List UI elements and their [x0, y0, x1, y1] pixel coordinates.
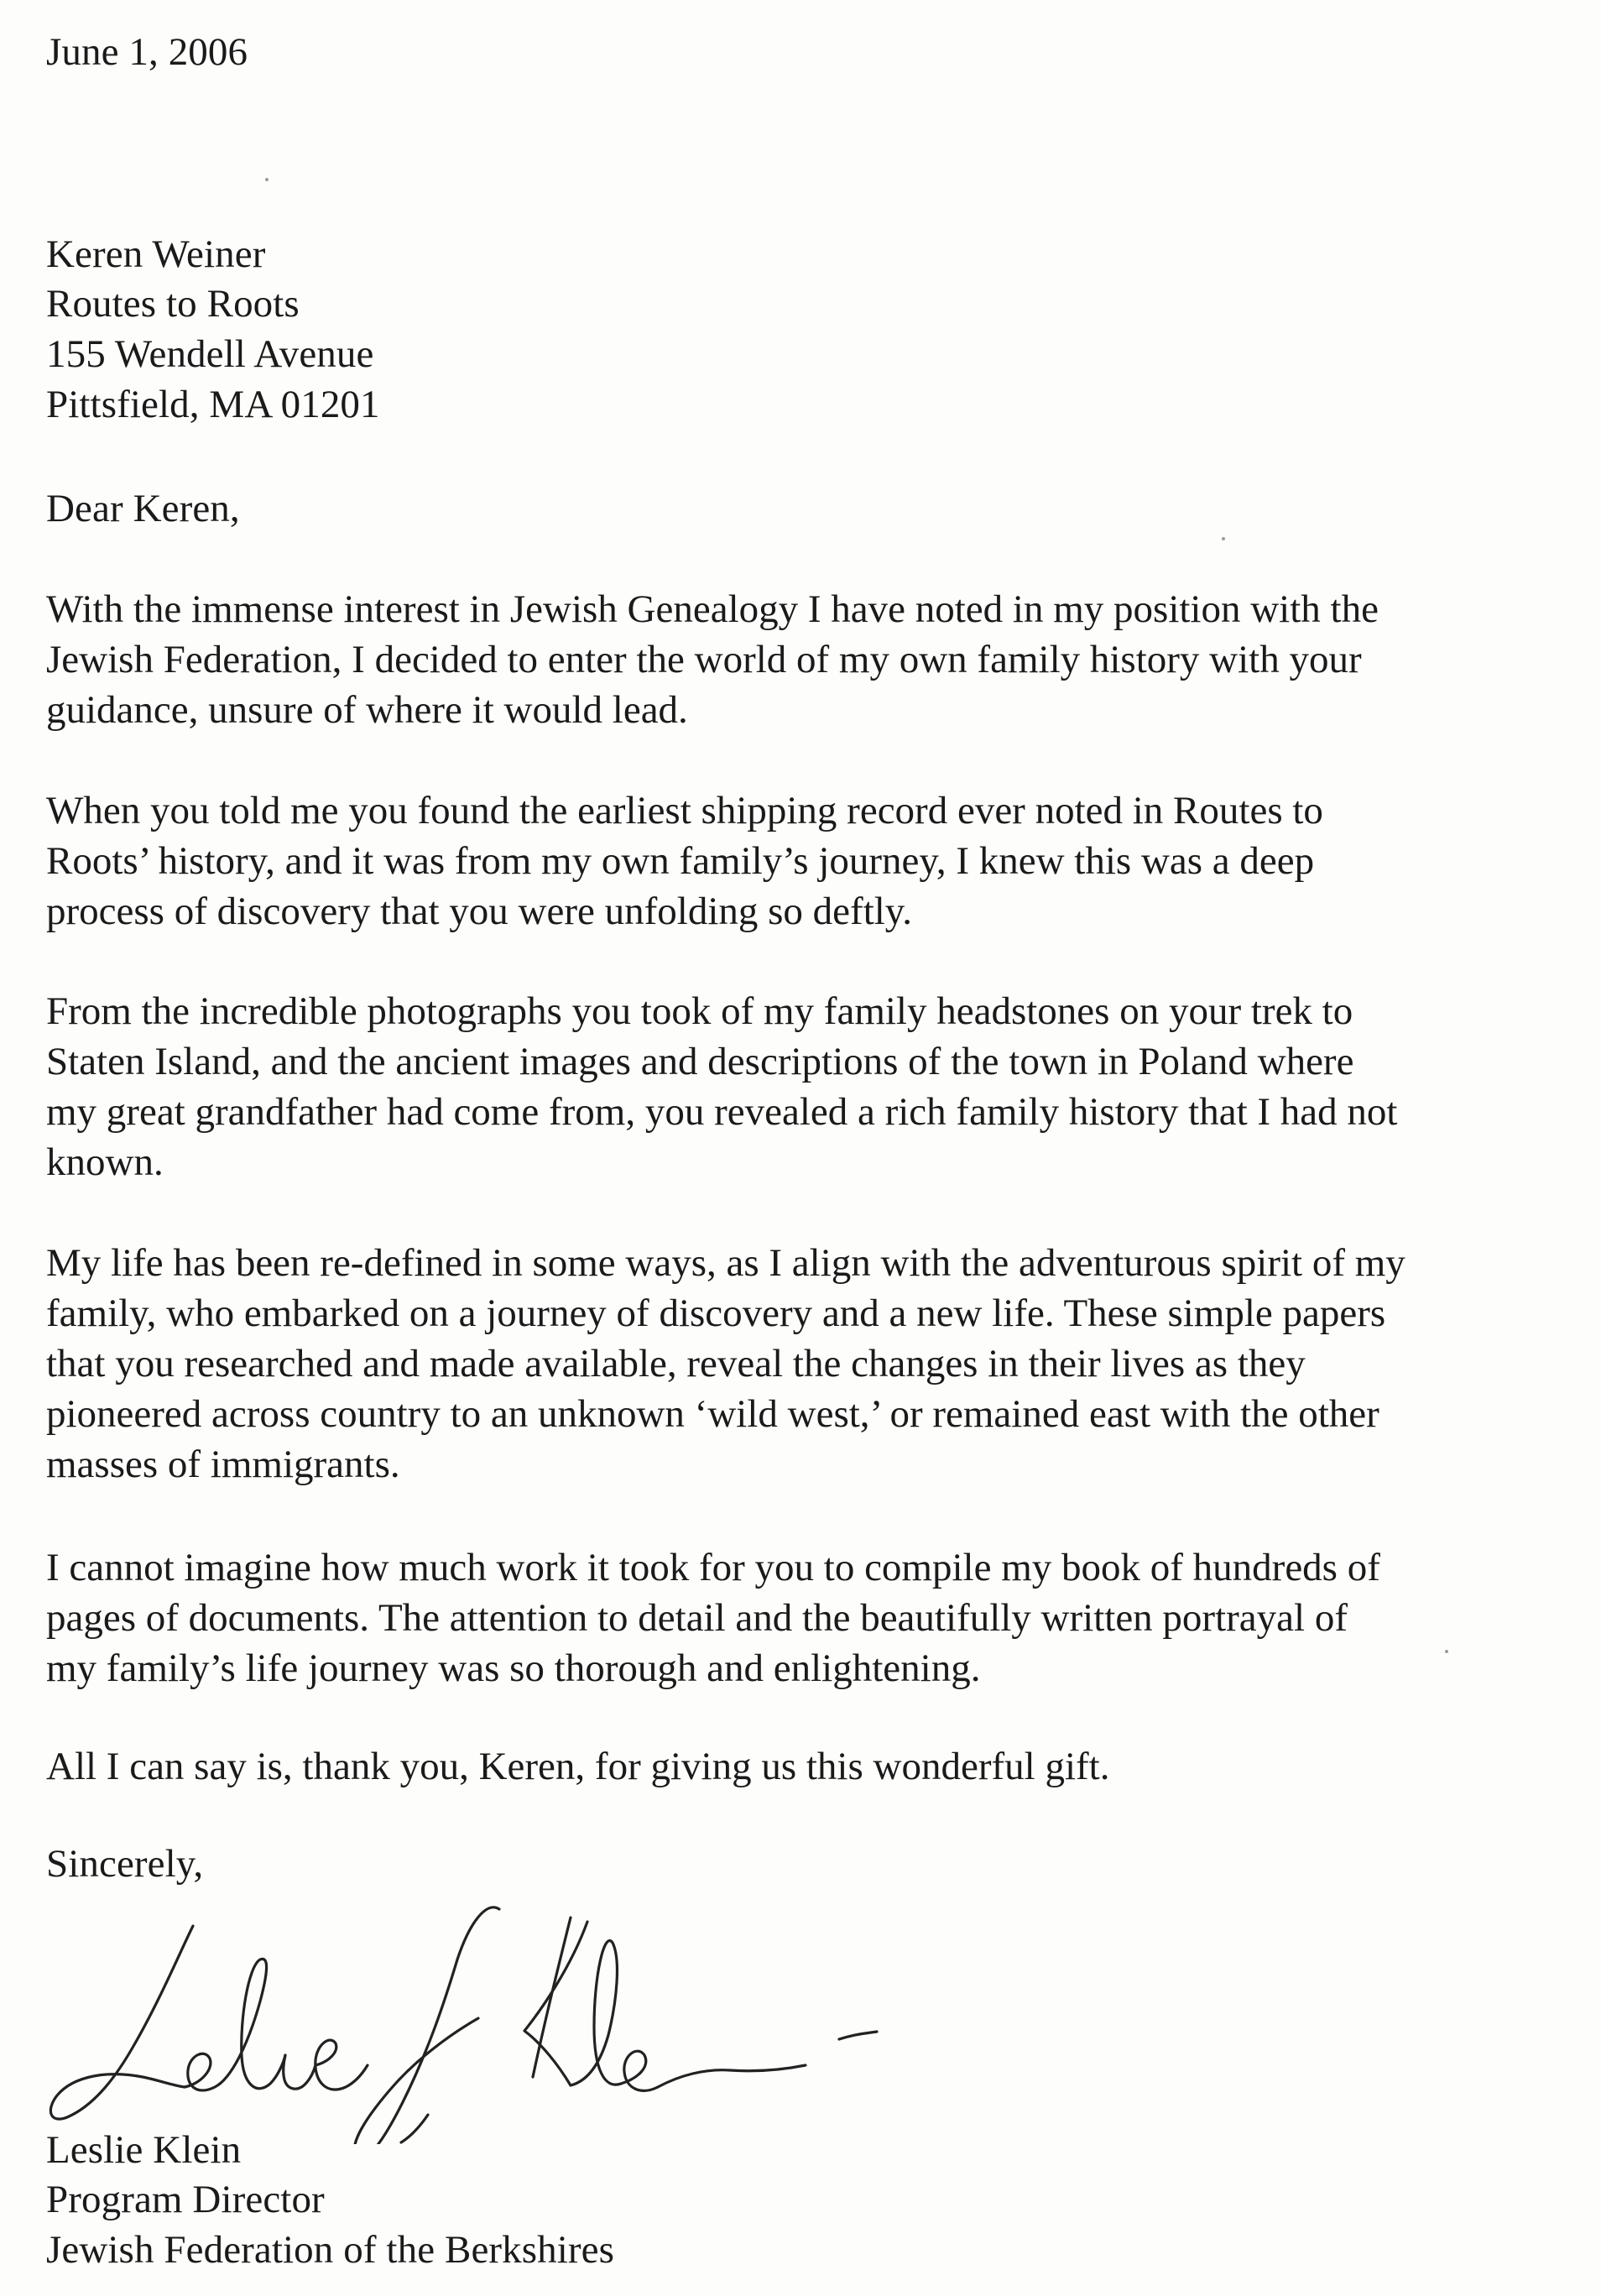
- paragraph-line: my family’s life journey was so thorough and enlightening.: [46, 1646, 981, 1690]
- paragraph-line: With the immense interest in Jewish Genealogy I have noted in my position with the: [46, 587, 1379, 631]
- signer-organization: Jewish Federation of the Berkshires: [46, 2228, 615, 2272]
- paragraph-line: pages of documents. The attention to detail and the beautifully written portrayal of: [46, 1596, 1348, 1640]
- recipient-organization: Routes to Roots: [46, 282, 300, 326]
- paragraph-line: masses of immigrants.: [46, 1443, 400, 1486]
- salutation: Dear Keren,: [46, 487, 240, 530]
- body-paragraph: [46, 986, 1397, 1187]
- paragraph-line: When you told me you found the earliest shipping record ever noted in Routes to: [46, 789, 1323, 832]
- signer-title: Program Director: [46, 2178, 325, 2221]
- paragraph-line: that you researched and made available, reveal the changes in their lives as they: [46, 1342, 1306, 1385]
- paragraph-line: Jewish Federation, I decided to enter the world of my own family history with your: [46, 638, 1362, 681]
- scan-speck: [265, 178, 269, 181]
- body-paragraph: [46, 1238, 1405, 1490]
- letter-date: June 1, 2006: [46, 30, 248, 74]
- body-paragraph: [46, 785, 1323, 937]
- scan-speck: [1445, 1650, 1448, 1653]
- paragraph-line: guidance, unsure of where it would lead.: [46, 688, 688, 732]
- paragraph-line: pioneered across country to an unknown ‘wild west,’ or remained east with the other: [46, 1392, 1379, 1436]
- paragraph-line: I cannot imagine how much work it took for you to compile my book of hundreds of: [46, 1546, 1380, 1589]
- body-paragraph: [46, 584, 1379, 735]
- paragraph-line: My life has been re-defined in some ways, as I align with the adventurous spirit of my: [46, 1241, 1405, 1285]
- recipient-name: Keren Weiner: [46, 232, 266, 276]
- paragraph-line: known.: [46, 1140, 164, 1184]
- closing: Sincerely,: [46, 1842, 204, 1886]
- paragraph-line: family, who embarked on a journey of discovery and a new life. These simple papers: [46, 1292, 1386, 1335]
- paragraph-line: Roots’ history, and it was from my own family’s journey, I knew this was a deep: [46, 839, 1315, 883]
- paragraph-line: process of discovery that you were unfolding so deftly.: [46, 890, 913, 933]
- recipient-city: Pittsfield, MA 01201: [46, 383, 380, 426]
- paragraph-line: All I can say is, thank you, Keren, for giving us this wonderful gift.: [46, 1745, 1110, 1788]
- body-paragraph: [46, 1542, 1380, 1693]
- paragraph-line: From the incredible photographs you took of my family headstones on your trek to: [46, 989, 1353, 1033]
- paragraph-line: my great grandfather had come from, you revealed a rich family history that I had not: [46, 1090, 1398, 1134]
- recipient-street: 155 Wendell Avenue: [46, 332, 374, 376]
- body-paragraph: [46, 1741, 1109, 1792]
- paragraph-line: Staten Island, and the ancient images and descriptions of the town in Poland where: [46, 1040, 1354, 1083]
- signature: [34, 1876, 940, 2144]
- scan-speck: [1222, 537, 1225, 540]
- signer-name: Leslie Klein: [46, 2128, 242, 2172]
